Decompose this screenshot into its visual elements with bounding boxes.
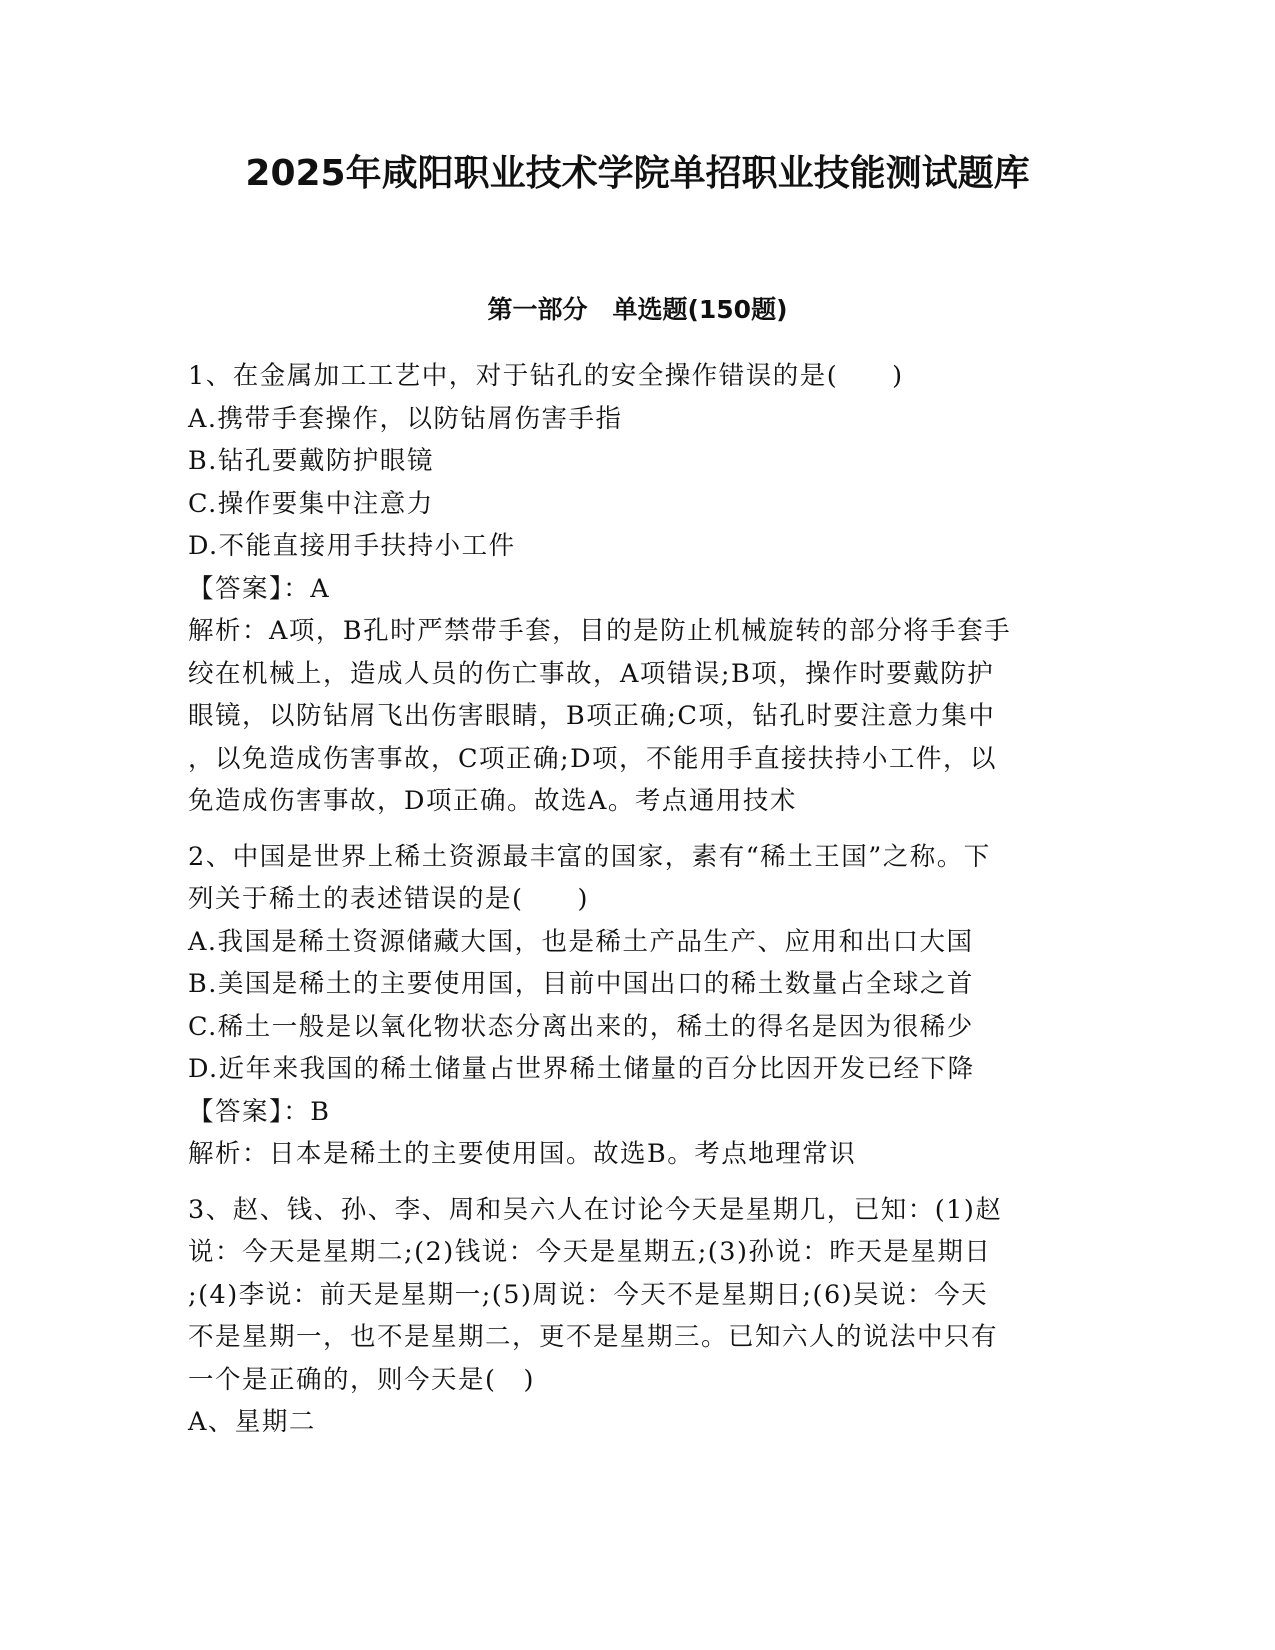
question-stem-line: 说：今天是星期二;(2)钱说：今天是星期五;(3)孙说：昨天是星期日	[188, 1237, 992, 1267]
option-b: B.美国是稀土的主要使用国，目前中国出口的稀土数量占全球之首	[188, 969, 974, 999]
question-2	[188, 836, 1078, 1176]
answer: 【答案】：B	[188, 1096, 331, 1127]
option-b: B.钻孔要戴防护眼镜	[188, 446, 434, 476]
section-title: 第一部分 单选题(150题)	[487, 295, 788, 324]
option-c: C.稀土一般是以氧化物状态分离出来的，稀土的得名是因为很稀少	[188, 1011, 974, 1042]
analysis-line: 免造成伤害事故，D项正确。故选A。考点通用技术	[188, 786, 797, 816]
option-a: A.我国是稀土资源储藏大国，也是稀土产品生产、应用和出口大国	[188, 926, 974, 957]
option-a: A、星期二	[188, 1407, 316, 1437]
question-list	[188, 355, 1078, 1444]
question-3	[188, 1189, 1078, 1444]
question-stem-line: 一个是正确的，则今天是( )	[188, 1364, 535, 1395]
analysis-line: 绞在机械上，造成人员的伤亡事故，A项错误;B项，操作时要戴防护	[188, 658, 995, 689]
analysis-line: ，以免造成伤害事故，C项正确;D项，不能用手直接扶持小工件，以	[188, 743, 998, 774]
analysis-line: 眼镜，以防钻屑飞出伤害眼睛，B项正确;C项，钻孔时要注意力集中	[188, 701, 996, 731]
option-d: D.近年来我国的稀土储量占世界稀土储量的百分比因开发已经下降	[188, 1054, 975, 1084]
option-d: D.不能直接用手扶持小工件	[188, 531, 516, 561]
question-stem-line: 2、中国是世界上稀土资源最丰富的国家，素有“稀土王国”之称。下	[188, 841, 991, 872]
question-stem: 1、在金属加工工艺中，对于钻孔的安全操作错误的是( )	[188, 361, 904, 391]
question-stem-line: 列关于稀土的表述错误的是( )	[188, 884, 589, 914]
question-1	[188, 355, 1078, 823]
option-c: C.操作要集中注意力	[188, 488, 434, 519]
question-stem-line: 3、赵、钱、孙、李、周和吴六人在讨论今天是星期几，已知：(1)赵	[188, 1194, 1003, 1225]
document-title: 2025年咸阳职业技术学院单招职业技能测试题库	[245, 153, 1030, 194]
question-stem-line: 不是星期一，也不是星期二，更不是星期三。已知六人的说法中只有	[188, 1322, 999, 1352]
analysis-line: 解析：A项，B孔时严禁带手套，目的是防止机械旋转的部分将手套手	[188, 616, 1012, 646]
option-a: A.携带手套操作，以防钻屑伤害手指	[188, 403, 623, 434]
question-stem-line: ;(4)李说：前天是星期一;(5)周说：今天不是星期日;(6)吴说：今天	[188, 1279, 989, 1310]
answer: 【答案】：A	[188, 573, 331, 604]
analysis-line: 解析：日本是稀土的主要使用国。故选B。考点地理常识	[188, 1139, 857, 1169]
